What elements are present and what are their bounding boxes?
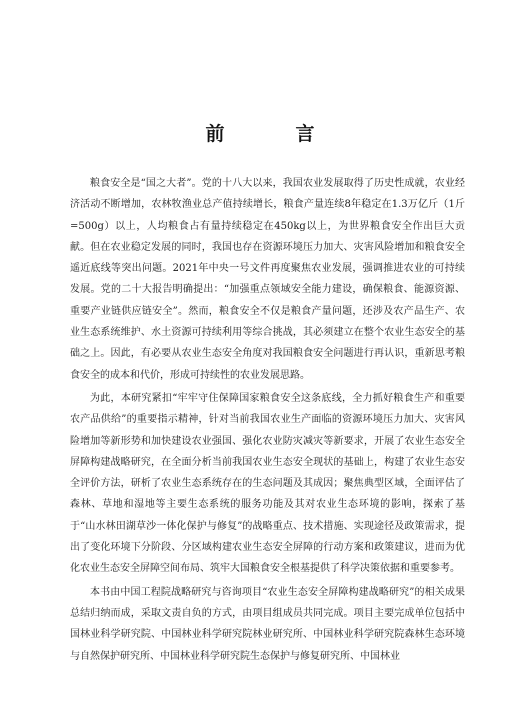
paragraph-3: 本书由中国工程院战略研究与咨询项目“农业生态安全屏障构建战略研究”的相关成果总结归纳而成，采取文责自负的方式，由项目组成员共同完成。项目主要完成单位包括中国林业科学研究院、中国林业科学研究院林业研究所、中国林业科学研究院森林生态环境与自然保护研究所、中国林业科学研究院生态保护与修复研究所、中国林业 <box>70 586 465 662</box>
body-text <box>70 173 465 669</box>
paragraph-1: 粮食安全是“国之大者”。党的十八大以来，我国农业发展取得了历史性成就，农业经济活动不断增加，农林牧渔业总产值持续增长，粮食产量连续8年稳定在1.3万亿斤（1斤=500g）以上，人均粮食占有量持续稳定在450kg以上，为世界粮食安全作出巨大贡献。但在农业稳定发展的同时，我国也存在资源环境压力加大、灾害风险增加和粮食安全遥近底线等突出问题。2021年中央一号文件再度聚焦农业发展，强调推进农业的可持续发展。党的二十大报告明确提出：“加强重点领域安全能力建设，确保粮食、能源资源、重要产业链供应链安全”。然而，粮食安全不仅是粮食产量问题，还涉及农产品生产、农业生态系统维护、水土资源可持续利用等综合挑战，其必须建立在整个农业生态安全的基础之上。因此，有必要从农业生态安全角度对我国粮食安全问题进行再认识，重新思考粮食安全的成本和代价，形成可持续性的农业发展思路。 <box>70 178 465 381</box>
page-title: 前 言 <box>205 123 341 145</box>
paragraph-2: 为此，本研究紧扣“牢牢守住保障国家粮食安全这条底线，全力抓好粮食生产和重要农产品供给”的重要指示精神，针对当前我国农业生产面临的资源环境压力加大、灾害风险增加等新形势和加快建设农业强国、强化农业防灾减灾等新要求，开展了农业生态安全屏障构建战略研究，在全面分析当前我国农业生态安全现状的基础上，构建了农业生态安全评价方法，研析了农业生态系统存在的生态问题及其成因；聚焦典型区域，全面评估了森林、草地和湿地等主要生态系统的服务功能及其对农业生态环境的影响，探索了基于“山水林田湖草沙一体化保护与修复”的战略重点、技术措施、实现途径及政策需求，提出了变化环境下分阶段、分区域构建农业生态安全屏障的行动方案和政策建议，进而为优化农业生态安全屏障空间布局、筑牢大国粮食安全根基提供了科学决策依据和重要参考。 <box>70 392 465 575</box>
